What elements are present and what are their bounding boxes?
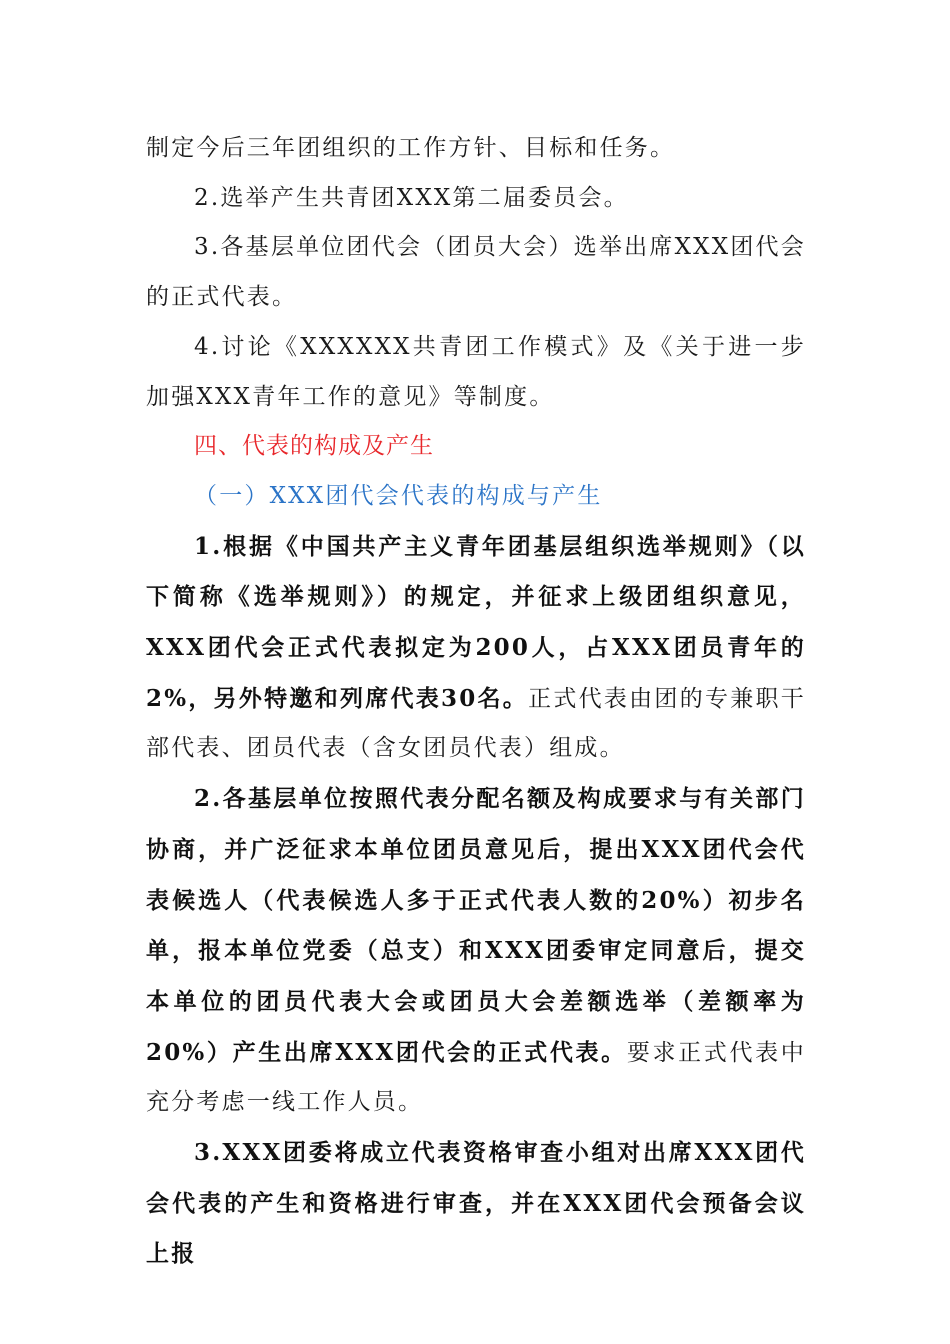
paragraph-item-4: 4.讨论《XXXXXX共青团工作模式》及《关于进一步加强XXX青年工作的意见》等制度。 <box>146 333 806 410</box>
item-2-bold-text: 2.各基层单位按照代表分配名额及构成要求与有关部门协商，并广泛征求本单位团员意见后，提出XXX团代会代表候选人（代表候选人多于正式代表人数的20%）初步名单，报本单位党委（总支）和XXX团委审定同意后，提交本单位的团员代表大会或团员大会差额选举（差额率为20%）产生出席XXX团代会的正式代表。 <box>146 785 806 1066</box>
item-2-normal-text: 要求正式代表中充分考虑一线工作人员。 <box>146 1039 806 1116</box>
paragraph-representative-item-1 <box>146 522 806 775</box>
section-heading: 四、代表的构成及产生 <box>194 433 434 460</box>
item-1-normal-text: 正式代表由团的专兼职干部代表、团员代表（含女团员代表）组成。 <box>146 685 806 762</box>
paragraph-representative-item-2 <box>146 774 806 1128</box>
paragraph-continuation: 制定今后三年团组织的工作方针、目标和任务。 <box>146 135 676 161</box>
item-1-bold-text: 1.根据《中国共产主义青年团基层组织选举规则》（以下简称《选举规则》）的规定，并征求上级团组织意见，XXX团代会正式代表拟定为200人，占XXX团员青年的2%，另外特邀和列席代表30名。 <box>146 532 806 712</box>
document-body <box>146 124 806 1280</box>
paragraph-representative-item-3 <box>146 1128 806 1280</box>
item-3-bold-text: 3.XXX团委将成立代表资格审查小组对出席XXX团代会代表的产生和资格进行审查，并在XXX团代会预备会议上报 <box>146 1139 806 1268</box>
subsection-heading: （一）XXX团代会代表的构成与产生 <box>194 482 603 509</box>
paragraph-item-2: 2.选举产生共青团XXX第二届委员会。 <box>194 184 629 211</box>
paragraph-item-3: 3.各基层单位团代会（团员大会）选举出席XXX团代会的正式代表。 <box>146 234 806 311</box>
